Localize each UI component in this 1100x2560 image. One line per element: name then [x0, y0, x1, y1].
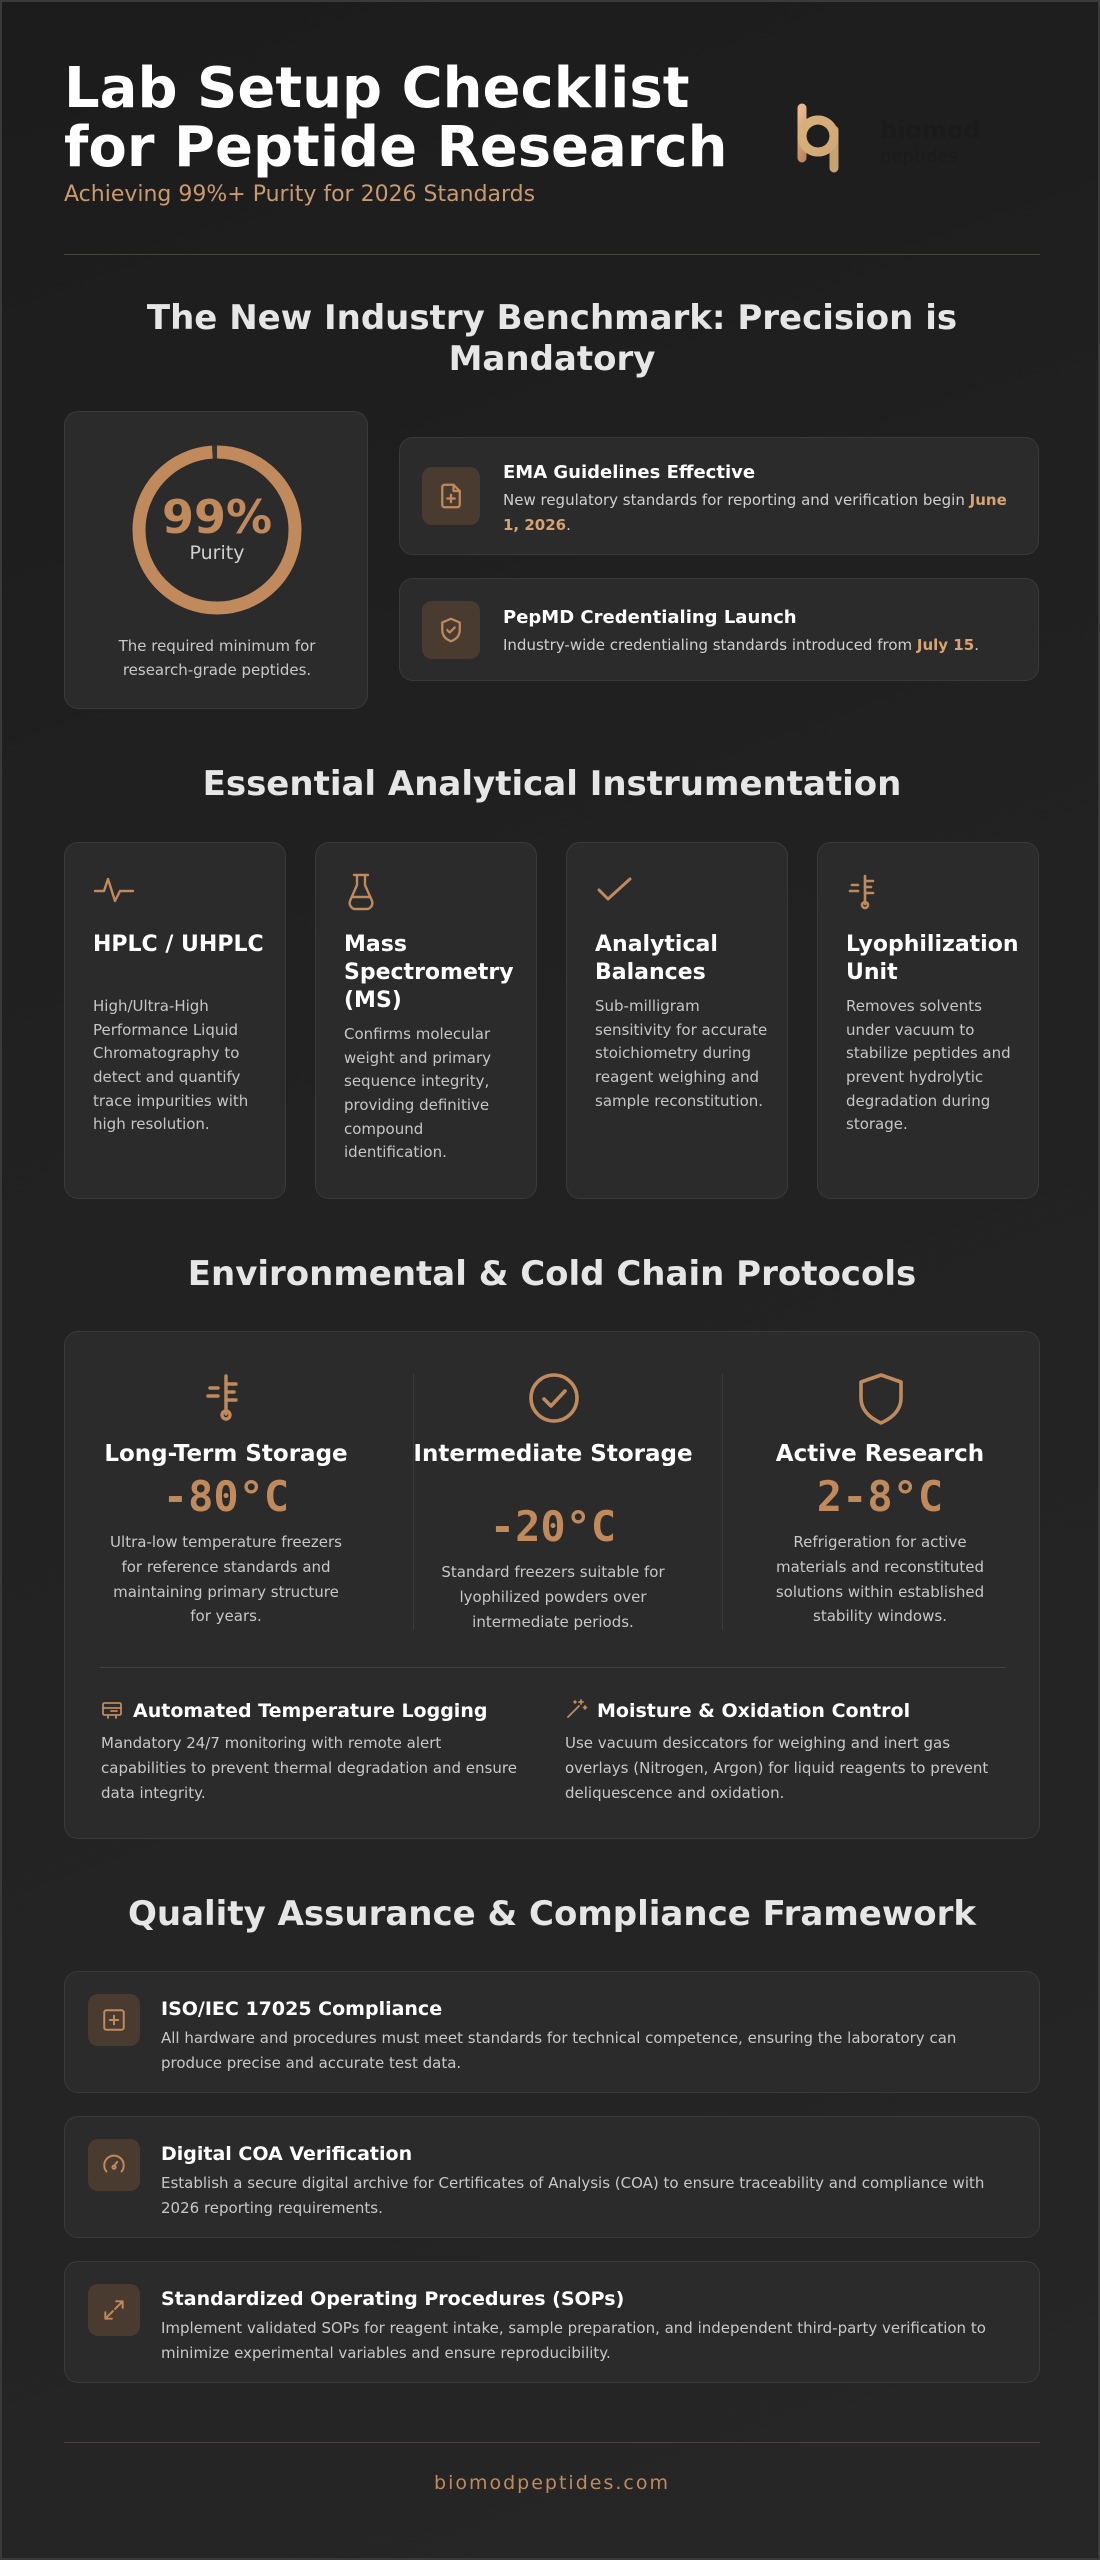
- benchmark-heading: The New Industry Benchmark: Precision is Mandatory: [146, 298, 958, 379]
- instrument-body: High/Ultra-High Performance Liquid Chromatography to detect and quantify trace impurities with high resolution.: [93, 997, 249, 1134]
- qa-body: Establish a secure digital archive for Certificates of Analysis (COA) to ensure traceability and compliance with 2026 reporting requirements.: [161, 2174, 985, 2217]
- plus-square-icon: [88, 1994, 140, 2046]
- qa-card-sops: [64, 2261, 1040, 2383]
- storage-temperature: -80°C: [162, 1472, 290, 1521]
- instrument-card-hplc: [64, 842, 286, 1199]
- ema-guidelines-card: [399, 437, 1039, 555]
- purity-caption: The required minimum for research-grade peptides.: [118, 637, 316, 679]
- thermometer-icon: [202, 1372, 250, 1426]
- logo-mark-icon: [794, 100, 1044, 178]
- purity-card: [64, 411, 368, 709]
- logo-wordmark: biomod: [880, 116, 981, 144]
- flask-icon: [344, 873, 378, 917]
- document-plus-icon: [422, 467, 480, 525]
- instrument-title: Mass Spectrometry (MS): [344, 932, 514, 1014]
- protocol-body: Use vacuum desiccators for weighing and inert gas overlays (Nitrogen, Argon) for liquid reagents to prevent deliquescence and oxidation.: [565, 1734, 989, 1802]
- storage-description: Refrigeration for active materials and reconstituted solutions within established stability windows.: [775, 1533, 985, 1626]
- pepmd-card: [399, 578, 1039, 681]
- expand-arrows-icon: [88, 2284, 140, 2336]
- ema-date: June 1, 2026: [503, 491, 1007, 534]
- purity-value: 99%: [161, 490, 273, 544]
- environment-heading: Environmental & Cold Chain Protocols: [187, 1254, 917, 1294]
- header-divider: [64, 254, 1040, 255]
- instrument-title: Lyophilization Unit: [846, 932, 1019, 986]
- protocol-title: Moisture & Oxidation Control: [597, 1700, 911, 1722]
- shield-icon: [857, 1372, 905, 1430]
- pepmd-date: July 15: [916, 636, 975, 654]
- check-icon: [595, 873, 635, 911]
- storage-column-active: [735, 1332, 1025, 1652]
- instrumentation-heading: Essential Analytical Instrumentation: [202, 764, 902, 804]
- qa-body: Implement validated SOPs for reagent intake, sample preparation, and independent third-party verification to minimize experimental variables and ensure reproducibility.: [161, 2319, 986, 2362]
- footer-website-link[interactable]: biomodpeptides.com: [434, 2472, 670, 2494]
- storage-title: Long-Term Storage: [104, 1441, 348, 1467]
- storage-title: Intermediate Storage: [413, 1441, 693, 1467]
- circle-check-icon: [528, 1372, 580, 1428]
- instrument-title: HPLC / UHPLC: [93, 932, 264, 957]
- storage-column-intermediate: [408, 1332, 698, 1652]
- pepmd-body: Industry-wide credentialing standards introduced from July 15.: [503, 636, 979, 654]
- footer-divider: [64, 2442, 1040, 2443]
- pepmd-title: PepMD Credentialing Launch: [503, 607, 797, 628]
- storage-title: Active Research: [775, 1441, 985, 1467]
- protocol-body: Mandatory 24/7 monitoring with remote alert capabilities to prevent thermal degradation and ensure data integrity.: [101, 1734, 517, 1802]
- protocols-divider: [100, 1667, 1006, 1668]
- brand-logo: [794, 100, 1044, 178]
- gauge-icon: [88, 2139, 140, 2191]
- qa-title: Digital COA Verification: [161, 2143, 413, 2165]
- qa-title: ISO/IEC 17025 Compliance: [161, 1998, 443, 2020]
- instrument-card-lyophilization: [817, 842, 1039, 1199]
- storage-description: Ultra-low temperature freezers for reference standards and maintaining primary structure for years.: [110, 1533, 342, 1626]
- monitor-icon: [101, 1700, 123, 1724]
- ema-title: EMA Guidelines Effective: [503, 462, 756, 483]
- purity-label: Purity: [189, 542, 245, 564]
- shield-check-icon: [422, 601, 480, 659]
- storage-temperature: 2-8°C: [816, 1472, 944, 1521]
- instrument-card-balances: [566, 842, 788, 1199]
- instrument-title: Analytical Balances: [595, 932, 718, 986]
- qa-card-coa: [64, 2116, 1040, 2238]
- qa-card-iso: [64, 1971, 1040, 2093]
- qa-heading: Quality Assurance & Compliance Framework: [127, 1894, 977, 1934]
- instrument-body: Removes solvents under vacuum to stabilize peptides and prevent hydrolytic degradation during storage.: [846, 997, 1011, 1134]
- environment-card: [64, 1331, 1040, 1839]
- storage-column-long-term: [81, 1332, 371, 1652]
- qa-title: Standardized Operating Procedures (SOPs): [161, 2288, 625, 2310]
- storage-description: Standard freezers suitable for lyophilized powders over intermediate periods.: [441, 1563, 665, 1631]
- svg-text:peptides: peptides: [880, 146, 958, 167]
- instrument-body: Confirms molecular weight and primary sequence integrity, providing definitive compound identification.: [344, 1025, 492, 1162]
- wand-icon: [565, 1698, 589, 1724]
- storage-temperature: -20°C: [489, 1502, 617, 1551]
- ema-body: New regulatory standards for reporting and verification begin June 1, 2026.: [503, 491, 1007, 534]
- pulse-icon: [93, 873, 135, 911]
- instrument-body: Sub-milligram sensitivity for accurate stoichiometry during reagent weighing and sample reconstitution.: [595, 997, 768, 1110]
- page-subtitle: Achieving 99%+ Purity for 2026 Standards: [64, 182, 536, 207]
- protocol-title: Automated Temperature Logging: [133, 1700, 488, 1722]
- qa-body: All hardware and procedures must meet standards for technical competence, ensuring the laboratory can produce precise and accurate test data.: [161, 2029, 957, 2072]
- page-title: Lab Setup Checklist for Peptide Research: [64, 56, 728, 180]
- column-divider: [722, 1374, 723, 1630]
- instrument-card-ms: [315, 842, 537, 1199]
- thermometer-icon: [846, 873, 884, 915]
